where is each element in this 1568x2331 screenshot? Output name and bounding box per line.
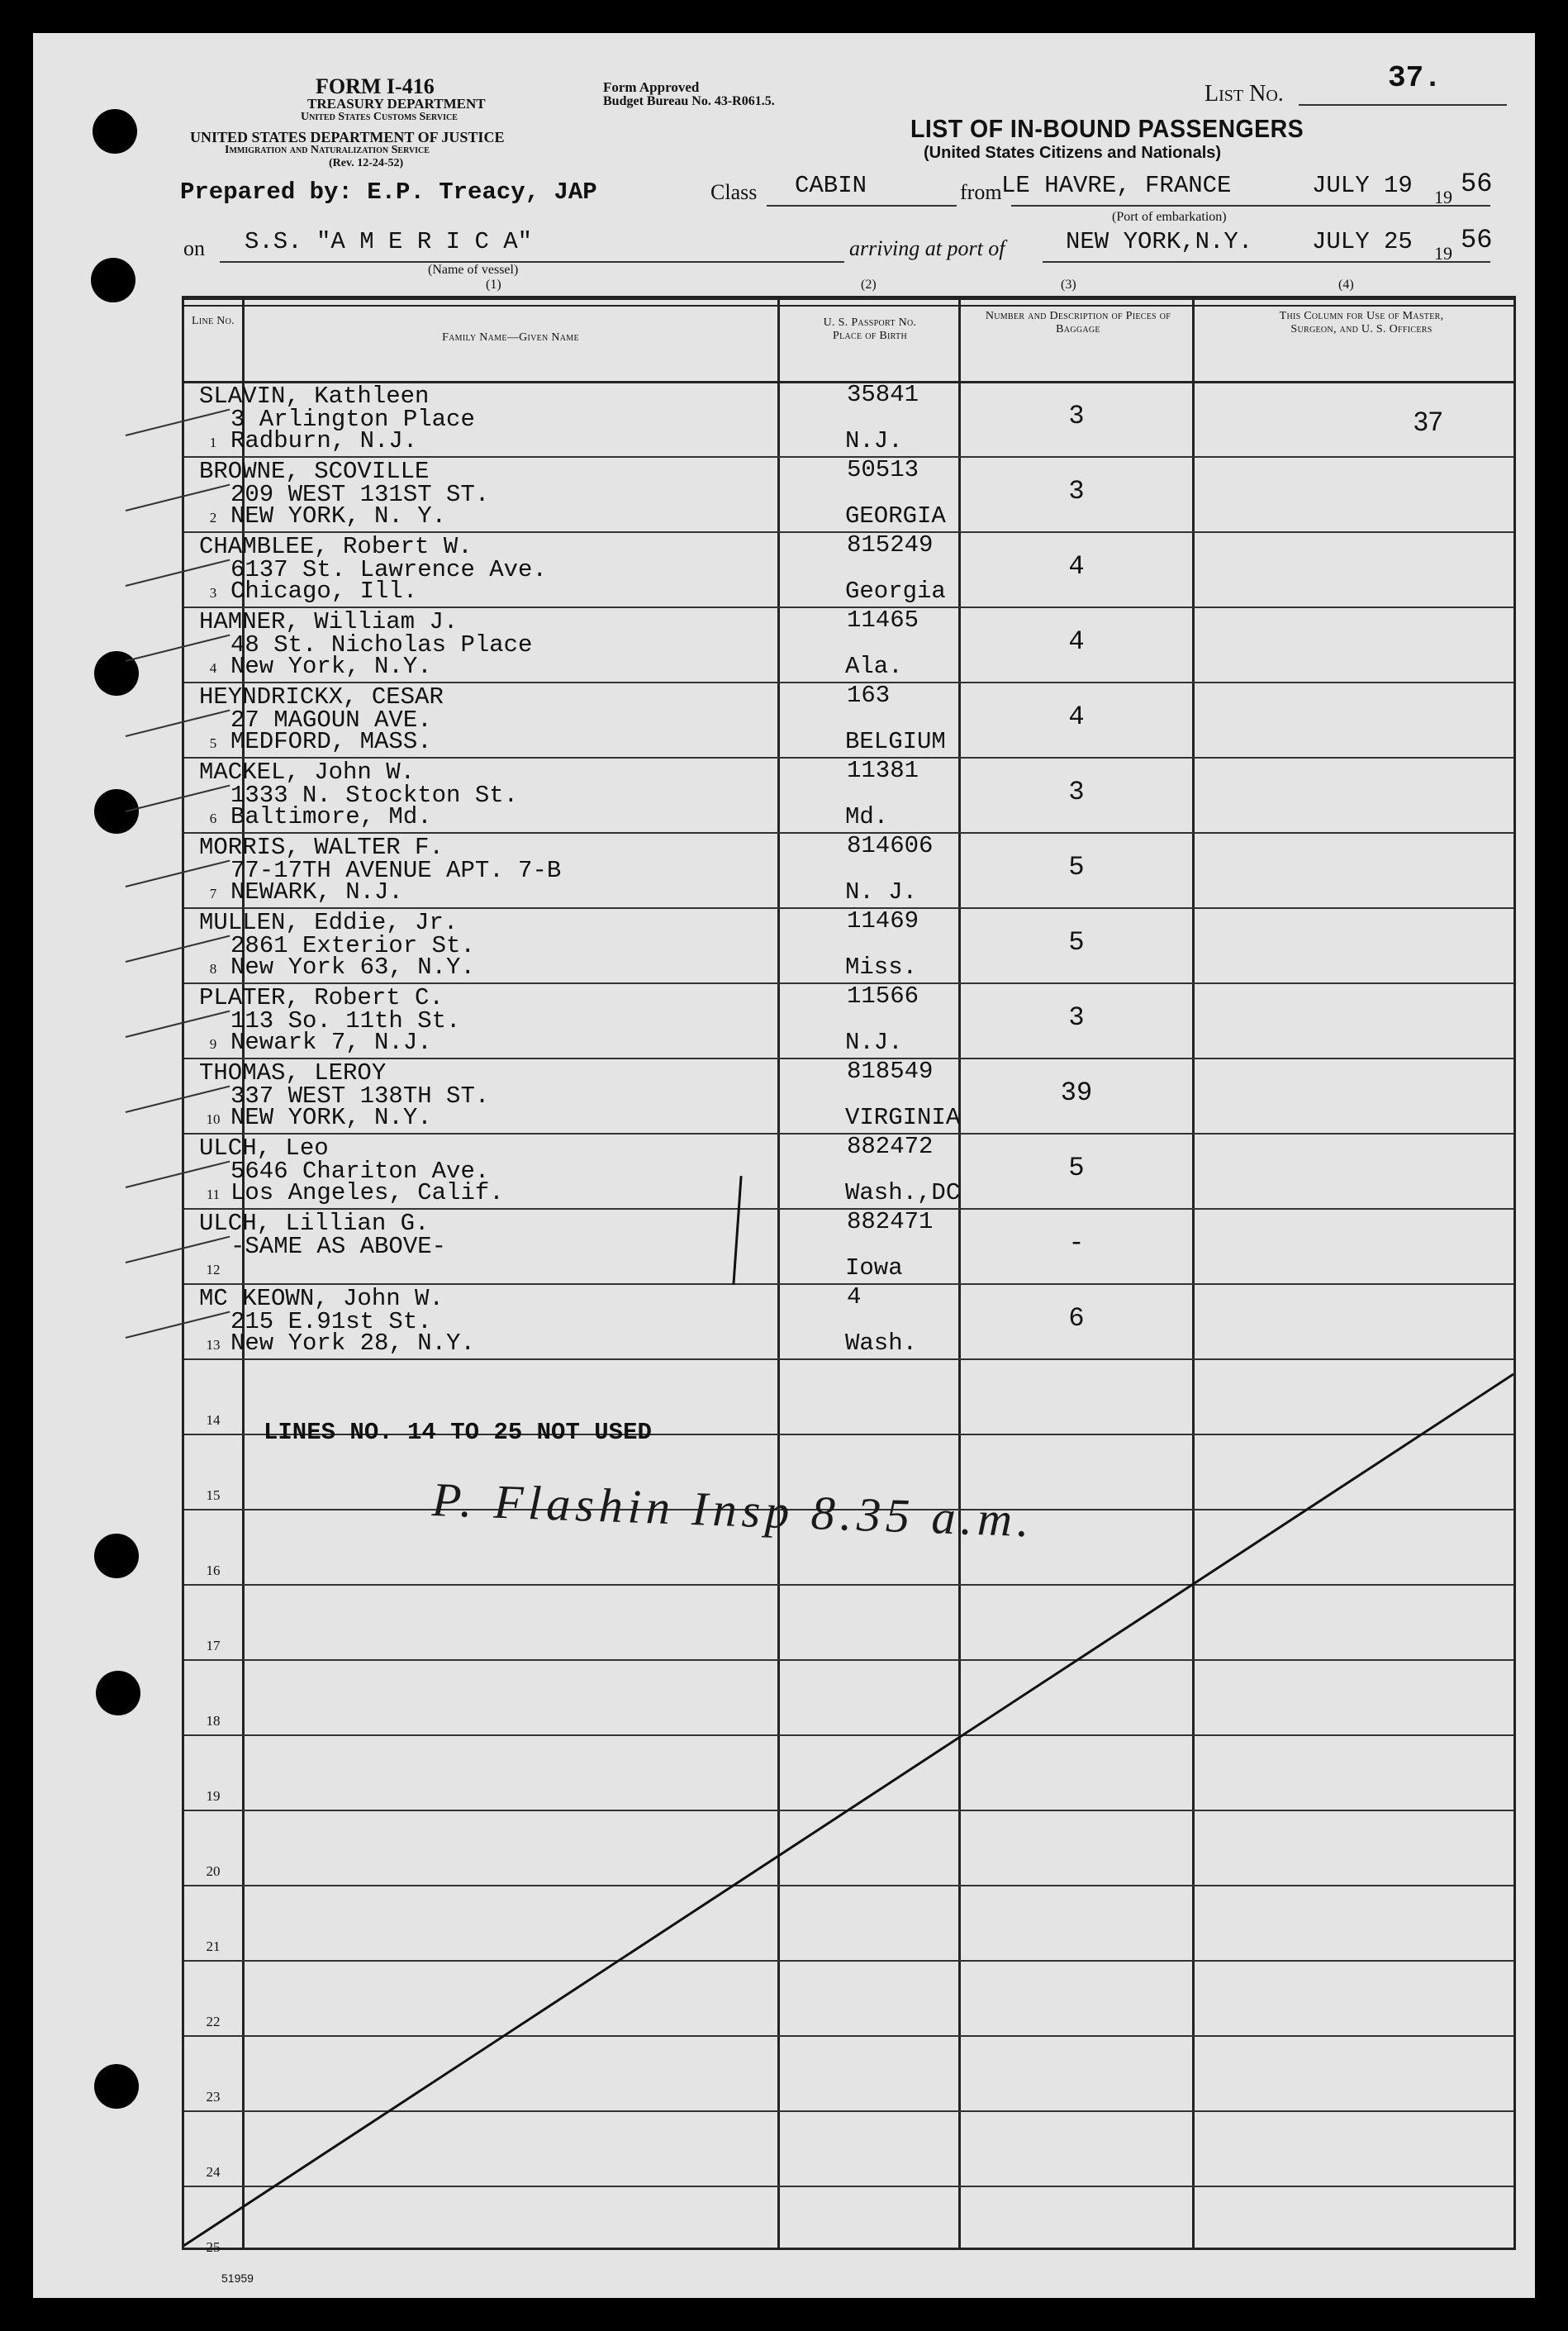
from-date: JULY 19 — [1312, 172, 1413, 199]
cancellation-diagonal-line — [184, 300, 1513, 2248]
line-number: 3 — [209, 585, 217, 601]
place-of-birth: VIRGINIA — [845, 1104, 961, 1131]
place-of-birth: GEORGIA — [845, 502, 946, 530]
line-number: 24 — [206, 2164, 221, 2180]
line-number: 1 — [209, 435, 217, 450]
treasury-department: TREASURY DEPARTMENT — [307, 96, 486, 112]
passport-number: 814606 — [847, 832, 934, 859]
place-of-birth: Md. — [845, 803, 889, 830]
place-of-birth: Georgia — [845, 578, 946, 605]
line-number: 21 — [206, 1939, 221, 1954]
passenger-city: Baltimore, Md. — [230, 803, 432, 830]
line-number: 17 — [206, 1638, 221, 1653]
immigration-service: Immigration and Naturalization Service — [225, 144, 430, 156]
baggage-count: 6 — [1068, 1303, 1085, 1334]
passenger-name: ULCH, Leo — [199, 1135, 329, 1162]
punch-hole — [93, 109, 137, 154]
from-port: LE HAVRE, FRANCE — [1001, 172, 1232, 199]
header-name: Family Name—Given Name — [442, 331, 579, 344]
class-value: CABIN — [795, 172, 867, 199]
place-of-birth: Iowa — [845, 1254, 903, 1282]
column-number: (2) — [861, 278, 877, 292]
baggage-count: 3 — [1068, 777, 1085, 807]
passenger-table — [182, 296, 1516, 2255]
line-number: 10 — [206, 1111, 221, 1127]
passport-number: 882472 — [847, 1133, 934, 1160]
header-line-no: Line No. — [192, 315, 235, 327]
arrival-date: JULY 25 — [1312, 228, 1413, 255]
unused-lines-note: LINES NO. 14 TO 25 NOT USED — [264, 1419, 652, 1446]
passport-number: 35841 — [847, 381, 919, 408]
place-of-birth: N. J. — [845, 878, 918, 906]
punch-hole — [91, 258, 135, 302]
passport-number: 11566 — [847, 982, 919, 1010]
passenger-city: Newark 7, N.J. — [230, 1029, 432, 1056]
passenger-city: Los Angeles, Calif. — [230, 1179, 504, 1206]
passenger-name: MORRIS, WALTER F. — [199, 834, 444, 861]
line-number: 20 — [206, 1863, 221, 1879]
place-of-birth: N.J. — [845, 1029, 903, 1056]
list-no-label: List No. — [1205, 81, 1284, 107]
passenger-address: 3 Arlington Place — [230, 406, 475, 433]
baggage-count: 3 — [1068, 401, 1085, 431]
handwritten-inspector-note: P. Flashin Insp 8.35 a.m. — [430, 1472, 1035, 1548]
line-number: 2 — [209, 510, 217, 526]
passenger-name: PLATER, Robert C. — [199, 984, 444, 1011]
passenger-name: MC KEOWN, John W. — [199, 1285, 444, 1312]
line-number: 16 — [206, 1563, 221, 1578]
passenger-address: 215 E.91st St. — [230, 1308, 432, 1335]
form-code: 51959 — [221, 2272, 254, 2285]
line-number: 4 — [209, 660, 217, 676]
column-number: (1) — [486, 278, 501, 292]
year-prefix: 19 — [1434, 187, 1452, 207]
column-number: (3) — [1061, 278, 1076, 292]
vessel-line — [220, 261, 844, 263]
on-label: on — [183, 236, 205, 260]
punch-hole — [94, 2064, 139, 2109]
place-of-birth: N.J. — [845, 427, 903, 454]
passenger-address: 2861 Exterior St. — [230, 932, 475, 959]
place-of-birth: Wash.,DC — [845, 1179, 961, 1206]
passport-number: 818549 — [847, 1058, 934, 1085]
line-number: 15 — [206, 1487, 221, 1503]
from-line — [1011, 205, 1490, 207]
passport-number: 882471 — [847, 1208, 934, 1235]
passenger-name: MACKEL, John W. — [199, 759, 416, 786]
baggage-count: 5 — [1068, 852, 1085, 882]
form-approved: Form Approved — [603, 79, 700, 95]
document-title: LIST OF IN-BOUND PASSENGERS — [910, 114, 1304, 143]
passenger-city: MEDFORD, MASS. — [230, 728, 432, 755]
passenger-name: CHAMBLEE, Robert W. — [199, 533, 473, 560]
from-label: from — [960, 180, 1002, 204]
passport-number: 4 — [847, 1283, 862, 1311]
year-prefix: 19 — [1434, 243, 1452, 264]
baggage-count: 5 — [1068, 927, 1085, 958]
revision-date: (Rev. 12-24-52) — [329, 157, 404, 169]
line-number: 11 — [206, 1187, 221, 1202]
punch-hole — [94, 1534, 139, 1578]
passenger-name: THOMAS, LEROY — [199, 1059, 387, 1087]
passenger-address: 209 WEST 131ST ST. — [230, 481, 490, 508]
budget-bureau: Budget Bureau No. 43-R061.5. — [603, 94, 775, 108]
place-of-birth: Wash. — [845, 1330, 918, 1357]
baggage-count: 4 — [1068, 551, 1085, 582]
line-number: 8 — [209, 961, 217, 977]
passenger-city: New York, N.Y. — [230, 653, 432, 680]
line-number: 18 — [206, 1713, 221, 1729]
document-page — [33, 33, 1535, 2298]
customs-service: United States Customs Service — [301, 111, 458, 123]
line-number: 6 — [209, 811, 217, 826]
arrival-year: 56 — [1461, 225, 1493, 255]
passenger-address: 5646 Chariton Ave. — [230, 1158, 490, 1185]
header-baggage: Number and Description of Pieces of Baggage — [985, 310, 1171, 335]
passenger-name: SLAVIN, Kathleen — [199, 383, 430, 410]
arrival-port: NEW YORK,N.Y. — [1066, 228, 1253, 255]
passenger-address: 113 So. 11th St. — [230, 1007, 461, 1035]
passenger-city: Radburn, N.J. — [230, 427, 418, 454]
passport-number: 815249 — [847, 531, 934, 559]
line-number: 14 — [206, 1412, 221, 1428]
passenger-address: -SAME AS ABOVE- — [230, 1233, 447, 1260]
column-number: (4) — [1338, 278, 1354, 292]
prepared-by: Prepared by: E.P. Treacy, JAP — [180, 178, 597, 206]
arriving-label: arriving at port of — [849, 236, 1005, 260]
passenger-name: ULCH, Lillian G. — [199, 1210, 430, 1237]
line-number: 12 — [206, 1262, 221, 1277]
passenger-name: HEYNDRICKX, CESAR — [199, 683, 444, 711]
place-of-birth: BELGIUM — [845, 728, 946, 755]
passenger-name: BROWNE, SCOVILLE — [199, 458, 430, 485]
justice-department: UNITED STATES DEPARTMENT OF JUSTICE — [190, 129, 505, 145]
passenger-address: 48 St. Nicholas Place — [230, 631, 533, 659]
form-number: FORM I-416 — [316, 74, 435, 98]
list-no-value: 37. — [1388, 61, 1442, 95]
line-number: 22 — [206, 2014, 221, 2029]
baggage-count: 4 — [1068, 702, 1085, 732]
baggage-count: - — [1068, 1228, 1085, 1258]
passenger-city: Chicago, Ill. — [230, 578, 418, 605]
baggage-count: 4 — [1068, 626, 1085, 657]
document-subtitle: (United States Citizens and Nationals) — [924, 144, 1222, 162]
passenger-city: New York 28, N.Y. — [230, 1330, 475, 1357]
line-number: 5 — [209, 735, 217, 751]
passenger-city: NEWARK, N.J. — [230, 878, 403, 906]
punch-hole — [94, 789, 139, 834]
from-year: 56 — [1461, 169, 1493, 199]
place-of-birth: Miss. — [845, 954, 918, 981]
line-number: 19 — [206, 1788, 221, 1804]
line-number: 9 — [209, 1036, 217, 1052]
passport-number: 11381 — [847, 757, 919, 784]
passenger-name: HAMNER, William J. — [199, 608, 459, 635]
header-officers: This Column for Use of Master, Surgeon, and U. S. Officers — [1279, 310, 1444, 335]
passenger-address: 1333 N. Stockton St. — [230, 782, 519, 809]
header-passport: U. S. Passport No. Place of Birth — [823, 316, 917, 342]
class-line — [767, 205, 957, 207]
list-no-line — [1299, 104, 1507, 106]
passenger-address: 77-17TH AVENUE APT. 7-B — [230, 857, 562, 884]
baggage-count: 5 — [1068, 1153, 1085, 1183]
line-number: 25 — [206, 2239, 221, 2255]
passenger-address: 337 WEST 138TH ST. — [230, 1082, 490, 1110]
punch-hole — [96, 1671, 140, 1715]
baggage-count: 3 — [1068, 476, 1085, 507]
line-number: 13 — [206, 1337, 221, 1353]
class-label: Class — [710, 180, 758, 204]
arrival-line — [1043, 261, 1490, 263]
vessel-label: (Name of vessel) — [428, 263, 519, 277]
passport-number: 50513 — [847, 456, 919, 483]
passport-number: 11469 — [847, 907, 919, 935]
passenger-city: New York 63, N.Y. — [230, 954, 475, 981]
place-of-birth: Ala. — [845, 653, 903, 680]
baggage-count: 3 — [1068, 1002, 1085, 1033]
officer-note: 37 — [1414, 407, 1443, 436]
line-number: 23 — [206, 2089, 221, 2105]
passenger-city: NEW YORK, N.Y. — [230, 1104, 432, 1131]
passport-number: 11465 — [847, 607, 919, 634]
passenger-address: 6137 St. Lawrence Ave. — [230, 556, 547, 583]
passenger-name: MULLEN, Eddie, Jr. — [199, 909, 459, 936]
passenger-city: NEW YORK, N. Y. — [230, 502, 447, 530]
vessel-name: S.S. "A M E R I C A" — [245, 228, 533, 255]
passenger-address: 27 MAGOUN AVE. — [230, 706, 432, 734]
passport-number: 163 — [847, 682, 891, 709]
line-number: 7 — [209, 886, 217, 901]
baggage-count: 39 — [1060, 1077, 1093, 1108]
port-embarkation-label: (Port of embarkation) — [1112, 210, 1227, 224]
